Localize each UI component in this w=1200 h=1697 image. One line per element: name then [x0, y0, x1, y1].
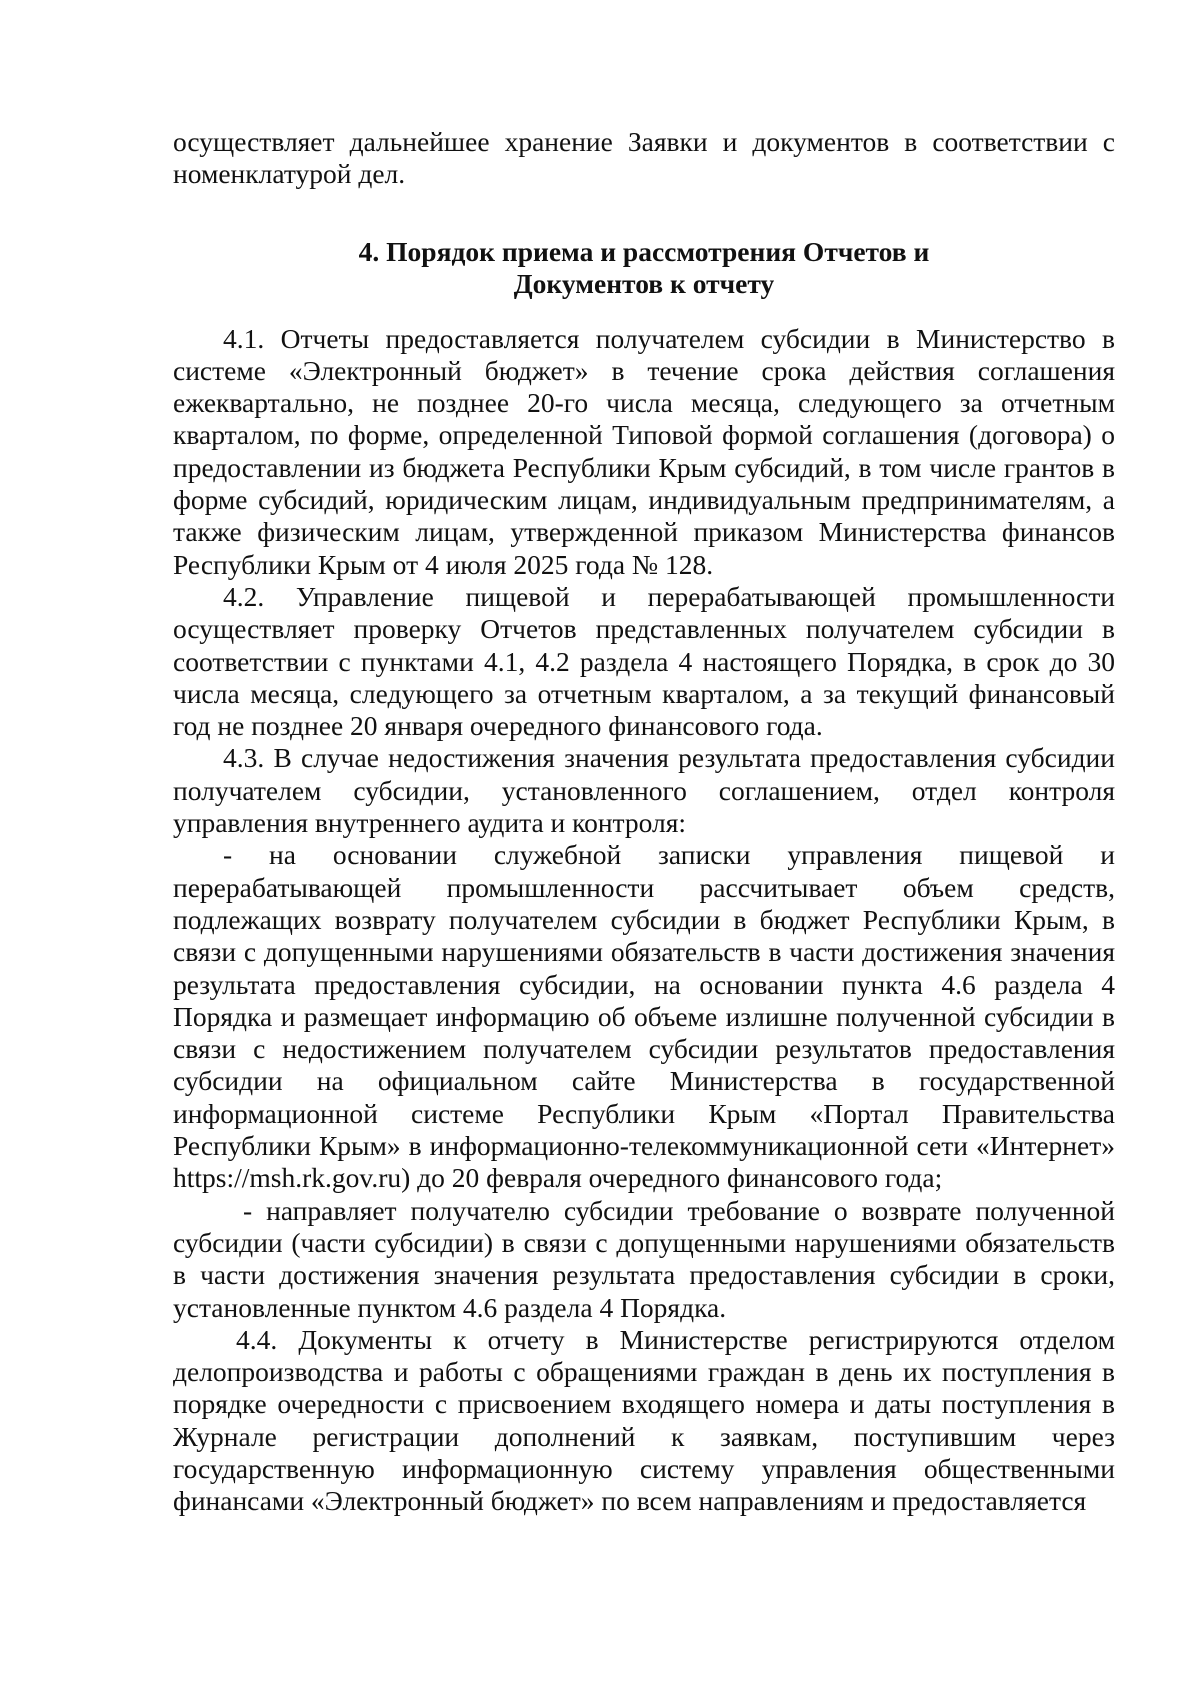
section-title-line-2: Документов к отчету: [513, 267, 775, 299]
bullet-calculation: - на основании служебной записки управления пищевой и перерабатывающей промышленности рассчитывает объем средств, подлежащих возврату получателем субсидии в бюджет Республики Крым, в связи с допущенными нарушениями обязательств в части достижения значения результата предоставления субсидии, на основании пункта 4.6 раздела 4 Порядка и размещает информацию об объеме излишне полученной субсидии в связи с недостижением получателем субсидии результатов предоставления субсидии на официальном сайте Министерства в государственной информационной системе Республики Крым «Портал Правительства Республики Крым» в информационно-телекоммуникационной сети «Интернет» https://msh.rk.gov.ru) до 20 февраля очередного финансового года;: [173, 839, 1115, 1194]
bullet-demand: - направляет получателю субсидии требование о возврате полученной субсидии (части субсидии) в связи с допущенными нарушениями обязательств в части достижения значения результата предоставления субсидии в сроки, установленные пунктом 4.6 раздела 4 Порядка.: [173, 1194, 1115, 1323]
paragraph-4-1: 4.1. Отчеты предоставляется получателем субсидии в Министерство в системе «Электронный бюджет» в течение срока действия соглашения ежеквартально, не позднее 20-го числа месяца, следующего за отчетным кварталом, по форме, определенной Типовой формой соглашения (договора) о предоставлении из бюджета Республики Крым субсидий, в том числе грантов в форме субсидий, юридическим лицам, индивидуальным предпринимателям, а также физическим лицам, утвержденной приказом Министерства финансов Республики Крым от 4 июля 2025 года № 128.: [173, 322, 1115, 580]
document-page: [173, 126, 1115, 1518]
intro-paragraph: осуществляет дальнейшее хранение Заявки и документов в соответствии с номенклатурой дел.: [173, 126, 1115, 190]
paragraph-4-3: 4.3. В случае недостижения значения результата предоставления субсидии получателем субсидии, установленного соглашением, отдел контроля управления внутреннего аудита и контроля:: [173, 742, 1115, 839]
paragraph-4-2: 4.2. Управление пищевой и перерабатывающей промышленности осуществляет проверку Отчетов представленных получателем субсидии в соответствии с пунктами 4.1, 4.2 раздела 4 настоящего Порядка, в срок до 30 числа месяца, следующего за отчетным кварталом, а за текущий финансовый год не позднее 20 января очередного финансового года.: [173, 580, 1115, 742]
paragraph-4-4: 4.4. Документы к отчету в Министерстве регистрируются отделом делопроизводства и работы с обращениями граждан в день их поступления в порядке очередности с присвоением входящего номера и даты поступления в Журнале регистрации дополнений к заявкам, поступившим через государственную информационную систему управления общественными финансами «Электронный бюджет» по всем направлениям и предоставляется: [173, 1323, 1115, 1517]
section-title: [173, 236, 1115, 300]
section-title-line-1: 4. Порядок приема и рассмотрения Отчетов и: [358, 235, 930, 267]
